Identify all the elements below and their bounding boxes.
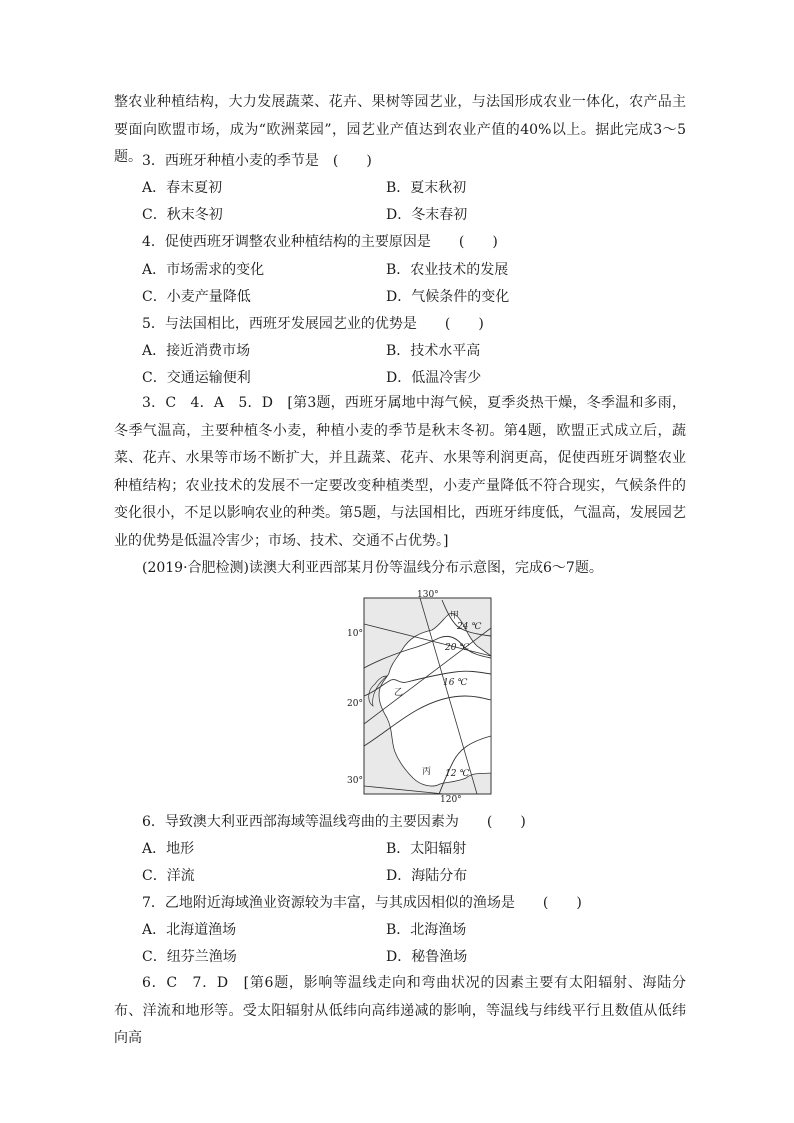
question-4-stem: 4．促使西班牙调整农业种植结构的主要原因是 ( ) <box>142 234 498 250</box>
q7-option-b: B．北海渔场 <box>386 922 467 938</box>
label-lon-130: 130° <box>417 590 439 600</box>
q4-option-c: C．小麦产量降低 <box>142 289 251 305</box>
q4-option-a: A．市场需求的变化 <box>142 262 265 278</box>
q7-option-c: C．纽芬兰渔场 <box>142 949 237 965</box>
q5-option-b: B．技术水平高 <box>386 343 481 359</box>
q6-option-b: B．太阳辐射 <box>386 841 467 857</box>
q4-option-b: B．农业技术的发展 <box>386 262 509 278</box>
label-isotherm-16: 16 ℃ <box>443 678 468 688</box>
label-isotherm-24: 24 ℃ <box>457 622 482 632</box>
question-5-stem: 5．与法国相比，西班牙发展园艺业的优势是 ( ) <box>142 316 484 332</box>
label-lat-20: 20° <box>347 699 363 709</box>
q3-option-d: D．冬末春初 <box>386 207 468 223</box>
label-isotherm-12: 12 ℃ <box>445 769 470 779</box>
label-isotherm-20: 20 ℃ <box>445 643 470 653</box>
question-7-stem: 7．乙地附近海域渔业资源较为丰富，与其成因相似的渔场是 ( ) <box>142 895 582 911</box>
q3-option-c: C．秋末冬初 <box>142 207 223 223</box>
label-place-jia: 甲 <box>450 611 460 621</box>
q7-option-a: A．北海道渔场 <box>142 922 237 938</box>
passage-intro-6-7: (2019·合肥检测)读澳大利亚西部某月份等温线分布示意图，完成6～7题。 <box>142 560 603 576</box>
label-lat-30: 30° <box>347 776 363 786</box>
label-place-yi: 乙 <box>394 688 404 698</box>
q6-option-a: A．地形 <box>142 841 195 857</box>
q3-option-b: B．夏末秋初 <box>386 180 467 196</box>
q5-option-a: A．接近消费市场 <box>142 343 251 359</box>
passage-intro: 整农业种植结构，大力发展蔬菜、花卉、果树等园艺业，与法国形成农业一体化，农产品主要面向欧盟市场，成为“欧洲菜园”，园艺业产值达到农业产值的40%以上。据此完成3～5题。 <box>114 94 686 165</box>
q6-option-c: C．洋流 <box>142 868 195 884</box>
label-place-bing: 丙 <box>422 767 432 777</box>
q6-option-d: D．海陆分布 <box>386 868 468 884</box>
q4-option-d: D．气候条件的变化 <box>386 289 510 305</box>
answer-explanation-6-7: 6．C 7．D [第6题，影响等温线走向和弯曲状况的因素主要有太阳辐射、海陆分布、洋流和地形等。受太阳辐射从低纬向高纬递减的影响，等温线与纬线平行且数值从低纬向高 <box>114 975 686 1046</box>
label-lon-120: 120° <box>440 795 462 803</box>
isotherm-map-svg <box>347 588 497 803</box>
isotherm-map <box>347 588 497 803</box>
question-3-stem: 3．西班牙种植小麦的季节是 ( ) <box>142 153 372 169</box>
q7-option-d: D．秘鲁渔场 <box>386 949 468 965</box>
label-lat-10: 10° <box>347 629 363 639</box>
q5-option-d: D．低温冷害少 <box>386 370 482 386</box>
q3-option-a: A．春末夏初 <box>142 180 223 196</box>
answer-explanation-3-5: 3．C 4．A 5．D [第3题，西班牙属地中海气候，夏季炎热干燥，冬季温和多雨，冬季气温高，主要种植冬小麦，种植小麦的季节是秋末冬初。第4题，欧盟正式成立后，蔬菜、花卉、水果等市场不断扩大，并且蔬菜、花卉、水果等利润更高，促使西班牙调整农业种植结构；农业技术的发展不一定要改变种植类型，小麦产量降低不符合现实，气候条件的变化很小，不足以影响农业的种类。第5题，与法国相比，西班牙纬度低，气温高，发展园艺业的优势是低温冷害少；市场、技术、交通不占优势。] <box>114 395 686 549</box>
q5-option-c: C．交通运输便利 <box>142 370 251 386</box>
question-6-stem: 6．导致澳大利亚西部海域等温线弯曲的主要因素为 ( ) <box>142 814 526 830</box>
